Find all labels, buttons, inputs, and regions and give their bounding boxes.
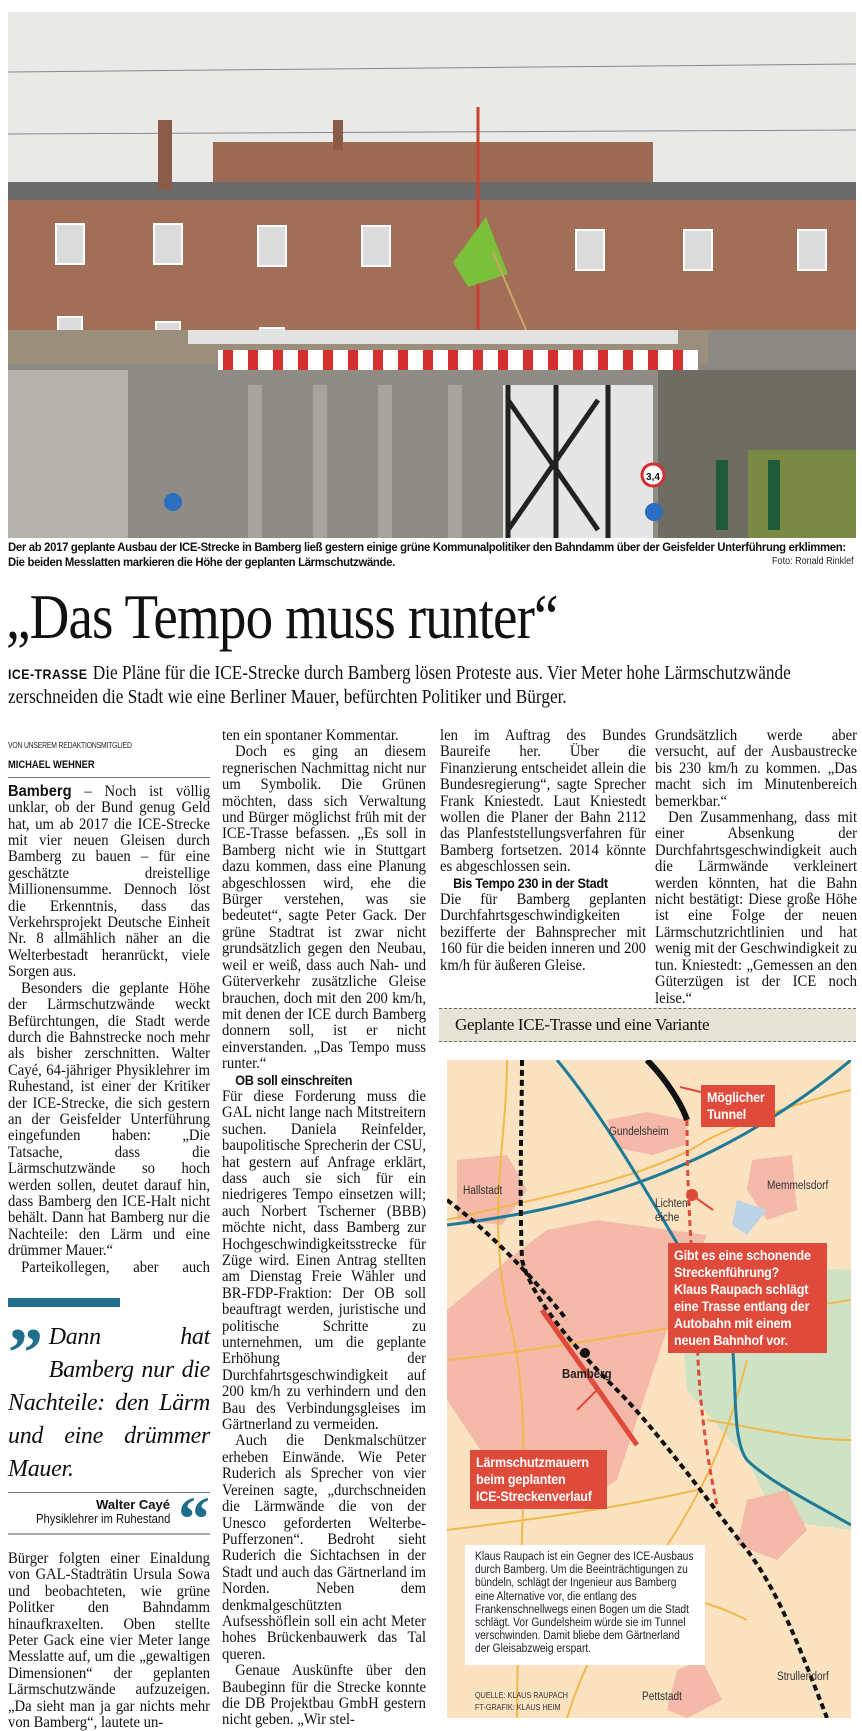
- map-source: QUELLE: KLAUS RAUPACH: [475, 1690, 569, 1700]
- map-graphic-credit: FT-GRAFIK: KLAUS HEIM: [475, 1702, 561, 1712]
- callout-line: Streckenführung?: [674, 1265, 780, 1280]
- column-4: [655, 728, 857, 1007]
- place-memmelsdorf: Memmelsdorf: [767, 1180, 829, 1192]
- kicker: ICE-TRASSE: [8, 666, 88, 682]
- speed-sign-label: 3,4: [646, 472, 660, 483]
- map-title: Geplante ICE-Trasse und eine Variante: [455, 1015, 710, 1034]
- place-hallstadt: Hallstadt: [463, 1185, 503, 1197]
- callout-line: Tunnel: [707, 1107, 747, 1122]
- column-3: [440, 728, 646, 974]
- place-bamberg: Bamberg: [562, 1366, 612, 1381]
- photo-credit: Foto: Ronald Rinklef: [772, 556, 854, 567]
- subheading: Bis Tempo 230 in der Stadt: [453, 875, 608, 891]
- callout-noise-walls: [470, 1450, 607, 1509]
- route-map: [447, 1060, 851, 1718]
- column-1: [8, 738, 210, 1731]
- paragraph: Grundsätzlich werde aber versucht, auf der Ausbaustrecke bis 230 km/h zu kommen. „Das macht sich im Minutenbereich bemerkbar.“: [655, 727, 858, 810]
- paragraph: Doch es ging an diesem regnerischen Nachmittag nicht nur um Symbolik. Die Grünen möchten, dass sich Verwaltung und Bürger möglichst früh mit der ICE-Trasse befassen. „Es soll in Bamberg nicht wie in Stuttgart dazu kommen, dass eine Planung abgeschlossen wird, ehe die Bürger verstehen, was sie bedeutet“, sagte Peter Gack. Der grüne Stadtrat ist zwar nicht grundsätzlich gegen den Neubau, weil er weiß, dass auch Nah- und Güterverkehr zusätzliche Gleise brauchen, doch mit den 200 km/h, mit denen der ICE durch Bamberg donnern soll, ist er nicht einverstanden. „Das Tempo muss runter.“: [222, 743, 427, 1073]
- paragraph: Bürger folgten einer Einaldung von GAL-Stadträtin Ursula Sowa und beobachteten, wie grüne Politker den Bahndamm hinaufkraxelten. Oben stellte Peter Gack eine vier Meter lange Messlatte auf, um die „gewaltigen Dimensionen“ der geplanten Lärmschutzwände aufzuzeigen. „Da sieht man ja gar nichts mehr von Bamberg“, lautete un-: [8, 1550, 211, 1731]
- place-lichteneiche-2: eiche: [655, 1212, 680, 1224]
- callout-line: Klaus Raupach schlägt: [674, 1282, 809, 1297]
- author-name: MICHAEL WEHNER: [8, 759, 95, 772]
- byline-author: [8, 757, 210, 777]
- paragraph: Auch die Denkmalschützer erheben Einwände. Wie Peter Ruderich als Sprecher von vier Vereinen sagte, „durchschneiden die Lärmwände die von der Unesco geforderten Welterbe-Pufferzonen“. Bedroht sieht Ruderich die Sichtachsen in der Stadt und auch das Gärtnerland im Norden. Neben dem denkmalgeschützten Aufsesshöflein soll ein acht Meter hohes Brückenbauwerk das Tal queren.: [222, 1432, 427, 1663]
- callout-line: Gibt es eine schonende: [674, 1248, 811, 1263]
- headline: „Das Tempo muss runter“: [6, 581, 558, 652]
- bamberg-station-dot: [580, 1348, 590, 1358]
- photo-underpass: [8, 330, 856, 538]
- pull-quote-attribution: [8, 1483, 210, 1554]
- callout-variant: [668, 1243, 827, 1353]
- map-info-text: Klaus Raupach ist ein Gegner des ICE-Ausbaus durch Bamberg. Um die Beeinträchtigungen zu bündeln, schlägt der Ingenieur aus Bamberg eine Alternative vor, die entlang des Frankenschnellwegs einen Bogen um die Stadt schlägt. Vor Gundelsheim würde sie im Tunnel verschwinden. Damit bliebe dem Gärtnerland der Gleisabzweig erspart.: [475, 1551, 694, 1656]
- paragraph: len im Auftrag des Bundes Baureife her. Über die Finanzierung entscheidet allein die Bundesregierung“, sagte Sprecher Frank Kniestedt. Laut Kniestedt wollen die Planer der Bahn 2112 das Planfeststellungsverfahren für Bamberg fortsetzen. 2014 könnte es abgeschlossen sein.: [440, 727, 647, 876]
- callout-line: ICE-Streckenverlauf: [476, 1489, 592, 1504]
- callout-line: eine Trasse entlang der: [674, 1299, 810, 1314]
- close-quote-icon: “: [178, 1483, 210, 1554]
- callout-line: Autobahn mit einem: [674, 1316, 792, 1331]
- map-info-box: [465, 1545, 705, 1665]
- paragraph: Die für Bamberg geplanten Durchfahrtsgeschwindigkeiten bezifferte der Bahnsprecher mit 160 für die beiden inneren und 200 km/h für äußeren Gleise.: [440, 891, 647, 974]
- paragraph: Für diese Forderung muss die GAL nicht lange nach Mitstreitern suchen. Daniela Reinfelder, baupolitische Sprecherin der CSU, hat gestern auf Anfrage erklärt, dass auch sie sich für ein niedrigeres Tempo einsetzen will; auch Norbert Tscherner (BBB) möchte nicht, dass Bamberg zur Hochgeschwindigkeitsstrecke für Züge wird. Einen Antrag stellten am Dienstag Freie Wähler und BR-FDP-Fraktion: Der OB soll beauftragt werden, juristische und politische Schritte zu unternehmen, um die geplante Erhöhung der Durchfahrtsgeschwindigkeit auf 200 km/h zu verhindern und den Bau des Verbindungsgleises im Gärtnerland zu vermeiden.: [222, 1087, 427, 1434]
- place-gundelsheim: Gundelsheim: [609, 1126, 669, 1138]
- paragraph: Parteikollegen, aber auch: [21, 1258, 211, 1276]
- callout-line: Möglicher: [707, 1090, 765, 1105]
- deck-text: Die Pläne für die ICE-Strecke durch Bamberg lösen Proteste aus. Vier Meter hohe Lärmschutzwände zerschneiden die Stadt wie eine Berliner Mauer, befürchten Politiker und Bürger.: [8, 663, 791, 708]
- paragraph: ten ein spontaner Kommentar.: [222, 727, 399, 744]
- paragraph: [8, 784, 210, 981]
- paragraph: Besonders die geplante Höhe der Lärmschutzwände weckt Befürchtungen, die Stadt werde durch die Bahnstrecke noch mehr als bisher zerschnitten. Walter Cayé, 64-jähriger Physiklehrer im Ruhestand, ist einer der Kritiker der ICE-Strecke, die sich gestern an der Geisfelder Unterführung eingefunden haben: „Die Tatsache, dass die Lärmschutzwände so hoch werden sollen, deutet darauf hin, dass Bamberg den ICE-Halt nicht behält. Dann hat Bamberg nur die Nachteile: den Lärm und eine drümmer Mauer.“: [8, 979, 211, 1260]
- deck: [8, 662, 858, 710]
- callout-line: neuen Bahnhof vor.: [674, 1333, 788, 1348]
- place-lichteneiche-1: Lichten-: [655, 1198, 692, 1210]
- pull-quote-text: Dann hat Bamberg nur die Nachteile: den Lärm und eine drümmer Mauer.: [8, 1324, 210, 1482]
- dateline: Bamberg: [8, 782, 72, 800]
- place-strullendorf: Strullendorf: [777, 1671, 829, 1683]
- callout-tunnel: [701, 1085, 775, 1127]
- column-2: [222, 728, 426, 1729]
- place-pettstadt: Pettstadt: [642, 1691, 682, 1703]
- quote-author-title: Physiklehrer im Ruhestand: [35, 1512, 170, 1526]
- photo-caption: Der ab 2017 geplante Ausbau der ICE-Strecke in Bamberg ließ gestern einige grüne Kommunalpolitiker den Bahndamm über der Geisfelder Unterführung erklimmen: Die beiden Messlatten markieren die Höhe der geplanten Lärmschutzwände.: [8, 540, 846, 569]
- quote-author: Walter Cayé: [96, 1497, 170, 1512]
- callout-line: Lärmschutzmauern: [476, 1455, 589, 1470]
- callout-line: beim geplanten: [476, 1472, 566, 1487]
- pull-quote: [8, 1315, 210, 1486]
- paragraph: Genaue Auskünfte über den Baubeginn für die Strecke konnte die DB Projektbau GmbH gestern nicht geben. „Wir stel-: [222, 1662, 427, 1729]
- map-title-band: [439, 1008, 856, 1042]
- paragraph-text: – Noch ist völlig unklar, ob der Bund genug Geld hat, um ab 2017 die ICE-Strecke mit vier neuen Gleisen durch Bamberg zu bauen – für eine geschätzte dreistellige Millionensumme. Dennoch löst die Erkenntnis, dass das Verkehrsprojekt Deutsche Einheit Nr. 8 allmählich näher an die Welterbestadt heranrückt, viele Sorgen aus.: [8, 782, 211, 981]
- open-quote-icon: ”: [8, 1315, 43, 1392]
- paragraph: Den Zusammenhang, dass mit einer Absenkung der Durchfahrtsgeschwindigkeit auch die Lärmwände verkleinert werden könnten, hat die Bahn nicht bestätigt: Diese große Höhe ist eine Folge der neuen Lärmschutzrichtlinien und hat wenig mit der Geschwindigkeit zu tun. Kniestedt: „Gemessen an den Güterzügen ist der ICE noch leise.“: [655, 809, 858, 1007]
- subheading: OB soll einschreiten: [235, 1072, 353, 1088]
- quote-accent-bar: [8, 1298, 120, 1307]
- byline-prefix: VON UNSEREM REDAKTIONSMITGLIED: [8, 741, 132, 750]
